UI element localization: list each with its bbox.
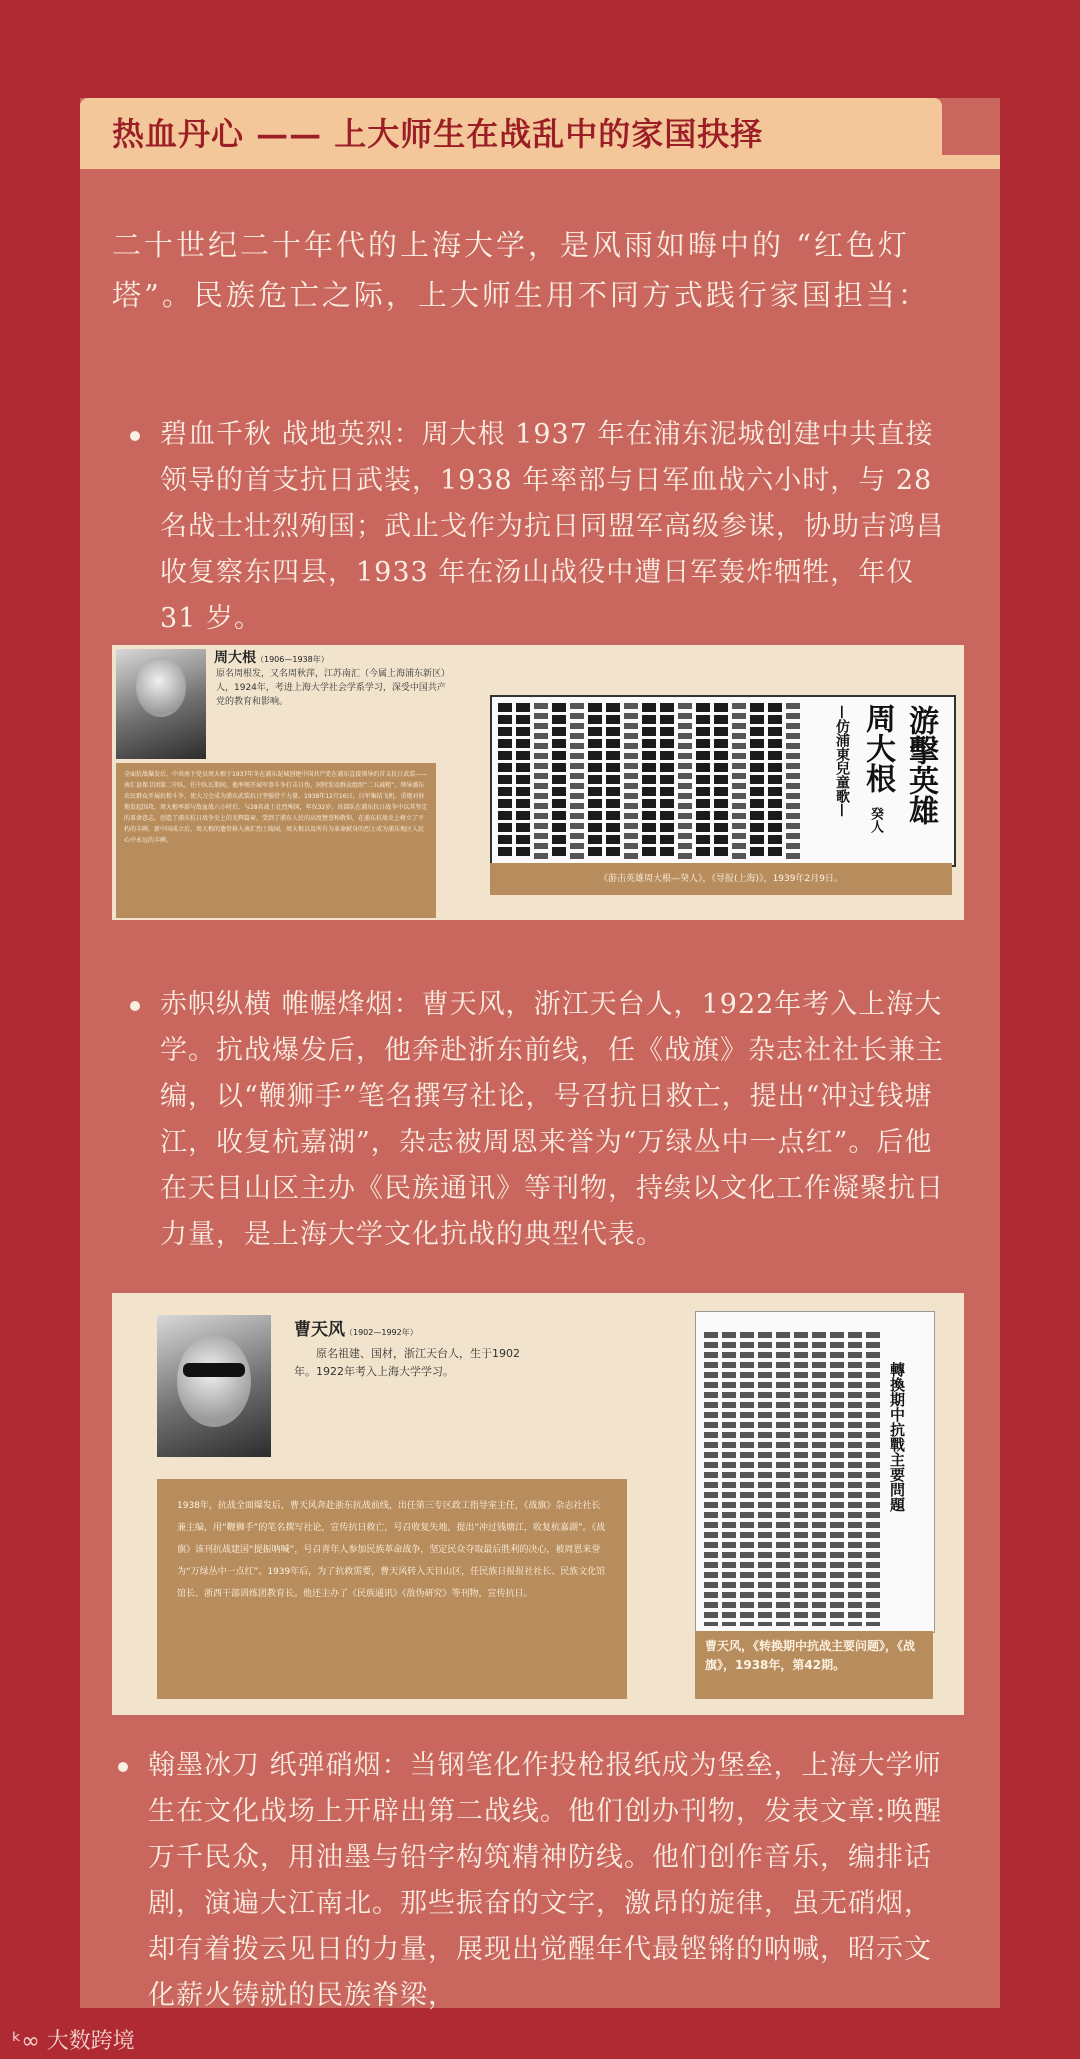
bullet-text: 赤帜纵横 帷幄烽烟：曹天风，浙江天台人，1922年考入上海大学。抗战爆发后，他奔赴浙东前线，任《战旗》杂志社社长兼主编，以“鞭狮手”笔名撰写社论，号召抗日救亡，提出“冲过钱塘江，收复杭嘉湖”，杂志被周恩来誉为“万绿丛中一点红”。后他在天目山区主办《民族通讯》等刊物，持续以文化工作凝聚抗日力量，是上海大学文化抗战的典型代表。: [160, 989, 944, 1250]
story-box: 全面抗战爆发后，中共南下党员周大根于1937年冬在浦东泥城创建中国共产党在浦东直接领导的首支抗日武装——南汇县保卫团第二中队。任中队长期间，他率领开展军事斗争打击日伪，同时发动群众组织“二五减租”，领导浦东农民群众开展抗租斗争，使大刀会成为浦东武装抗日坚强骨干力量。1938年12月16日，日军集结飞机、重炮对驻地发起围攻，周大根率部与敌血战六小时后，与28名战士壮烈殉国，年仅32岁。该部队在浦东抗日战争中以其坚定的革命意志，创造了浦东抗日战争史上的光辉篇章，受到了浦东人民的高度赞誉和敬仰，在浦东抗战史上树立了不朽的丰碑。新中国成立后，周大根的遗骨移入南汇烈士陵园，周大根以及所有为革命献身的烈士成为浦东地区人民心中永远的丰碑。: [116, 763, 436, 918]
newspaper-caption: 《游击英雄周大根—癸人》，《导报(上海)》，1939年2月9日。: [490, 863, 952, 895]
bullet-item-culture: [148, 1743, 948, 2019]
person-name: 曹天风（1902—1992年）: [294, 1320, 418, 1340]
person-bio: 原名周根发，又名周秋萍，江苏南汇（今属上海浦东新区）人，1924年，考进上海大学社会学系学习，深受中国共产党的教育和影响。: [216, 669, 446, 707]
newspaper-subtitle: —仿浦東兒童歌—: [834, 705, 850, 817]
story-box: 1938年，抗战全面爆发后，曹天风奔赴浙东抗战前线，出任第三专区政工指导室主任，《战旗》杂志社社长兼主编，用“鞭狮手”的笔名撰写社论，宣传抗日救亡，号召收复失地，提出“冲过钱塘江，收复杭嘉湖”。《战旗》该刊抗战建国“提振呐喊”，号召青年人参加民族革命战争，坚定民众夺取最后胜利的决心，被周恩来誉为“万绿丛中一点红”。1939年后，为了抗救需要，曹天风转入天目山区，任民族日报报社社长、民族文化馆馆长、浙西干部训练团教育长。他还主办了《民族通讯》《敌伪研究》等刊物，宣传抗日。: [157, 1479, 627, 1699]
newspaper-hero-name: 周大根: [860, 703, 895, 793]
bullet-item-martyrs: [160, 412, 960, 642]
watermark-logo-icon: ᵏ∞: [12, 2029, 47, 2054]
watermark: ᵏ∞ 大数跨境: [12, 2029, 135, 2054]
newspaper-author: 癸人: [868, 807, 883, 833]
bullet-dot-icon: [130, 1001, 140, 1011]
magazine-page: [695, 1311, 935, 1633]
bullet-dot-icon: [118, 1762, 128, 1772]
magazine-caption: 曹天风，《转换期中抗战主要问题》，《战旗》，1938年，第42期。: [695, 1631, 933, 1699]
person-name: 周大根（1906—1938年）: [214, 650, 329, 666]
newspaper-headline: 游擊英雄: [903, 705, 938, 825]
exhibit-panel-cao-tianfeng: [112, 1293, 964, 1715]
article-headline: 轉換期中抗戰主要問題: [888, 1362, 906, 1512]
page-title: 热血丹心 —— 上大师生在战乱中的家国抉择: [112, 115, 764, 153]
person-bio: 原名祖建、国材，浙江天台人，生于1902年。1922年考入上海大学学习。: [294, 1347, 520, 1378]
portrait-photo-zhou-dagen: [116, 649, 206, 759]
bullet-dot-icon: [130, 431, 140, 441]
portrait-photo-cao-tianfeng: [157, 1315, 271, 1457]
bullet-text: 翰墨冰刀 纸弹硝烟：当钢笔化作投枪报纸成为堡垒，上海大学师生在文化战场上开辟出第二战线。他们创办刊物，发表文章:唤醒万千民众，用油墨与铅字构筑精神防线。他们创作音乐，编排话剧，演遍大江南北。那些振奋的文字，激昂的旋律，虽无硝烟，却有着拨云见日的力量，展现出觉醒年代最铿锵的呐喊，昭示文化薪火铸就的民族脊梁，: [148, 1750, 943, 2011]
intro-paragraph: 二十世纪二十年代的上海大学，是风雨如晦中的 “红色灯塔”。民族危亡之际，上大师生用不同方式践行家国担当：: [112, 228, 930, 312]
bullet-item-cao-tianfeng: [160, 982, 960, 1258]
bullet-text: 碧血千秋 战地英烈：周大根 1937 年在浦东泥城创建中共直接领导的首支抗日武装，1938 年率部与日军血战六小时，与 28 名战士壮烈殉国；武止戈作为抗日同盟军高级参谋，协助吉鸿昌收复察东四县，1933 年在汤山战役中遭日军轰炸牺牲，年仅 31 岁。: [160, 419, 944, 634]
newspaper-clipping: [490, 695, 956, 867]
exhibit-panel-zhou-dagen: [112, 645, 964, 920]
